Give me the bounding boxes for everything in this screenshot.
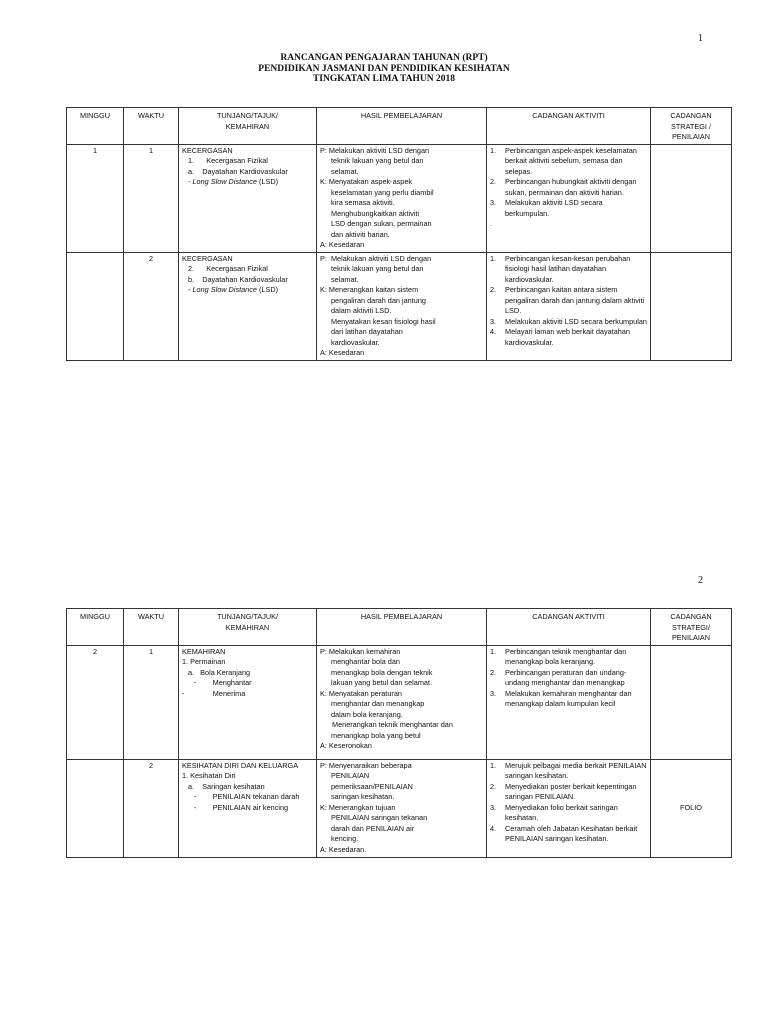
hasil-line: teknik lakuan yang betul dan [331,264,424,273]
aktiviti-cell [487,645,651,759]
hasil-line: A: Kesedaran [320,348,365,357]
hasil-line: K: Menerangkan tujuan [320,802,396,812]
hasil-line: PENILAIAN [331,771,370,780]
header-tunjang-line2: KEMAHIRAN [225,121,270,131]
tunjang-heading: KESIHATAN DIRI DAN KELUARGA [182,760,299,770]
tunjang-skill: a. Bola Keranjang [188,667,251,677]
title-line-3: TINGKATAN LIMA TAHUN 2018 [312,74,456,84]
header-tunjang [179,108,317,145]
rpt-table-1 [66,107,732,361]
aktiviti-cell [487,144,651,252]
tunjang-cell [179,645,317,759]
list-item: 2. Perbincangan hubungkait aktiviti dengan sukan, permainan dan aktiviti harian. [490,177,637,197]
waktu-cell: 1 [124,144,179,252]
header-hasil: HASIL PEMBELAJARAN [317,609,487,646]
hasil-line: Menghubungkaitkan aktiviti [331,208,420,218]
document-title [0,53,768,85]
tunjang-subskill: - Menghantar [194,678,252,687]
list-item: 3. Menyediakan folio berkait saringan kesihatan. [490,802,618,822]
tunjang-activity-name: - Long Slow Distance [188,285,257,294]
header-strategi-line2: STRATEGI/ [672,622,710,632]
tunjang-cell [179,144,317,252]
hasil-line: pengaliran darah dan jantung [331,295,426,305]
hasil-cell [317,645,487,759]
waktu-cell: 1 [124,645,179,759]
header-tunjang [179,609,317,646]
list-item: 1. Perbincangan kesan-kesan perubahan fisiologi hasil latihan dayatahan kardiovaskular. [490,253,631,284]
tunjang-skill: a. Saringan kesihatan [188,781,265,791]
list-item: 2. Perbincangan peraturan dan undang-undang menghantar dan menangkap [490,667,627,687]
aktiviti-list [490,146,647,230]
minggu-cell: 2 [67,645,124,759]
tunjang-skill: a. Dayatahan Kardiovaskular [188,166,288,176]
header-tunjang-line1: TUNJANG/TAJUK/ [216,111,279,120]
aktiviti-cell [487,759,651,857]
hasil-line: PENILAIAN saringan tekanan [331,813,428,822]
aktiviti-list [490,254,647,349]
header-strategi [651,108,732,145]
header-tunjang-line1: TUNJANG/TAJUK/ [216,612,279,621]
hasil-line: A: Kesedaran. [320,844,367,854]
hasil-line: pemeriksaan/PENILAIAN [331,781,413,791]
hasil-line: K: Menerangkan kaitan sistem [320,285,419,294]
hasil-line: dalam aktiviti LSD. [331,306,392,315]
tunjang-subtopic: 1. Kecergasan Fizikal [188,156,268,165]
table-row [67,252,732,360]
header-hasil: HASIL PEMBELAJARAN [317,108,487,145]
hasil-line: A: Keseronokan [320,741,372,750]
tunjang-activity-name: - Long Slow Distance [188,177,257,186]
header-minggu: MINGGU [67,108,124,145]
page-number: 1 [698,33,703,44]
header-row [67,609,732,646]
title-line-1: RANCANGAN PENGAJARAN TAHUNAN (RPT) [280,53,488,63]
tunjang-heading: KECERGASAN [182,253,233,263]
hasil-line: selamat. [331,166,359,176]
tunjang-heading: KECERGASAN [182,145,233,155]
tunjang-cell [179,759,317,857]
aktiviti-cell [487,252,651,360]
hasil-line: dari latihan dayatahan [331,327,403,336]
list-item: 3. Melakukan aktiviti LSD secara berkumpulan. [490,198,603,218]
hasil-line: saringan kesihatan. [331,792,395,801]
hasil-cell [317,759,487,857]
hasil-line: dalam bola keranjang. [331,709,403,719]
header-strategi-line1: CADANGAN [670,111,712,120]
tunjang-subskill: - PENILAIAN tekanan darah [194,792,300,801]
waktu-cell: 2 [124,759,179,857]
aktiviti-list [490,761,647,845]
list-item: 1. Perbincangan aspek-aspek keselamatan berkait aktiviti sebelum, semasa dan selepas. [490,145,637,176]
hasil-line: selamat. [331,274,359,284]
page-number: 2 [698,575,703,586]
header-strategi-line2: STRATEGI / [670,121,711,131]
hasil-line: Menerangkan teknik menghantar dan [332,720,453,729]
tunjang-subtopic: 2. Kecergasan Fizikal [188,264,268,273]
hasil-line: menghantar bola dan [331,657,400,666]
hasil-line: kencing. [331,834,359,843]
tunjang-cell [179,252,317,360]
list-item: 1. Merujuk pelbagai media berkait PENILAIAN saringan kesihatan. [490,760,647,780]
title-line-2: PENDIDIKAN JASMANI DAN PENDIDIKAN KESIHATAN [258,63,510,74]
table-row [67,144,732,252]
rpt-table-2 [66,608,732,858]
header-cadangan: CADANGAN AKTIVITI [487,108,651,145]
header-waktu: WAKTU [124,609,179,646]
minggu-cell [67,252,124,360]
hasil-line: P: Melakukan aktiviti LSD dengan [320,145,430,155]
list-item: 4. Ceramah oleh Jabatan Kesihatan berkait PENILAIAN saringan kesihatan. [490,823,638,843]
hasil-line: P: Melakukan aktiviti LSD dengan [320,253,432,263]
hasil-line: LSD dengan sukan, permainan [331,219,432,228]
tunjang-heading: KEMAHIRAN [182,646,226,656]
strategi-cell: FOLIO [651,759,732,857]
header-tunjang-line2: KEMAHIRAN [225,622,270,632]
list-item: 2. Menyediakan poster berkait kepentingan saringan PENILAIAN. [490,781,637,801]
tunjang-skill: b. Dayatahan Kardiovaskular [188,274,288,284]
hasil-line: menangkap bola dengan teknik [331,667,433,677]
hasil-line: Menyatakan kesan fisiologi hasil [331,316,436,326]
hasil-line: dan aktiviti harian. [331,229,390,239]
hasil-cell [317,144,487,252]
hasil-line: P: Melakukan kemahiran [320,646,401,656]
hasil-line: menangkap bola yang betul [331,730,421,740]
list-item: 4. Melayari laman web berkait dayatahan kardiovaskular. [490,327,630,347]
hasil-cell [317,252,487,360]
strategi-cell [651,252,732,360]
strategi-cell [651,144,732,252]
header-waktu: WAKTU [124,108,179,145]
hasil-line: keselamatan yang perlu diambil [331,187,434,197]
tunjang-activity [182,285,313,296]
hasil-line: lakuan yang betul dan selamat. [331,678,433,687]
list-item: . [490,219,493,228]
hasil-line: K: Menyatakan aspek-aspek [320,177,413,186]
tunjang-activity-abbr: (LSD) [256,285,279,294]
waktu-cell: 2 [124,252,179,360]
hasil-line: darah dan PENILAIAN air [331,823,415,833]
header-row [67,108,732,145]
hasil-line: K: Menyatakan peraturan [320,688,402,698]
strategi-cell [651,645,732,759]
header-strategi-line1: CADANGAN [670,612,712,621]
minggu-cell [67,759,124,857]
header-strategi-line3: PENILAIAN [671,633,711,642]
header-minggu: MINGGU [67,609,124,646]
list-item: 1. Perbincangan teknik menghantar dan menangkap bola keranjang. [490,646,627,666]
header-strategi [651,609,732,646]
hasil-line: P: Menyenaraikan beberapa [320,760,412,770]
tunjang-subtopic: 1. Kesihatan Diri [182,771,236,780]
list-item: 2. Perbincangan kaitan antara sistem pengaliran darah dan jantung dalam aktiviti LSD. [490,285,645,315]
table-row [67,645,732,759]
list-item: 3. Melakukan aktiviti LSD secara berkumpulan [490,316,647,326]
header-cadangan: CADANGAN AKTIVITI [487,609,651,646]
tunjang-activity-abbr: (LSD) [256,177,279,186]
tunjang-activity [182,177,313,188]
tunjang-subskill: - PENILAIAN air kencing [194,802,289,812]
hasil-line: kardiovaskular. [331,337,380,347]
header-strategi-line3: PENILAIAN [671,132,711,141]
hasil-line: kira semasa aktiviti. [331,198,395,207]
hasil-line: menghantar dan menangkap [331,699,425,708]
table-row [67,759,732,857]
tunjang-subtopic: 1. Permainan [182,657,226,666]
hasil-line: A: Kesedaran [320,240,365,249]
minggu-cell: 1 [67,144,124,252]
list-item: 3. Melakukan kemahiran menghantar dan menangkap dalam kumpulan kecil [490,688,632,708]
hasil-line: teknik lakuan yang betul dan [331,156,424,165]
aktiviti-list [490,647,647,710]
tunjang-subskill: - Menerima [182,688,246,698]
